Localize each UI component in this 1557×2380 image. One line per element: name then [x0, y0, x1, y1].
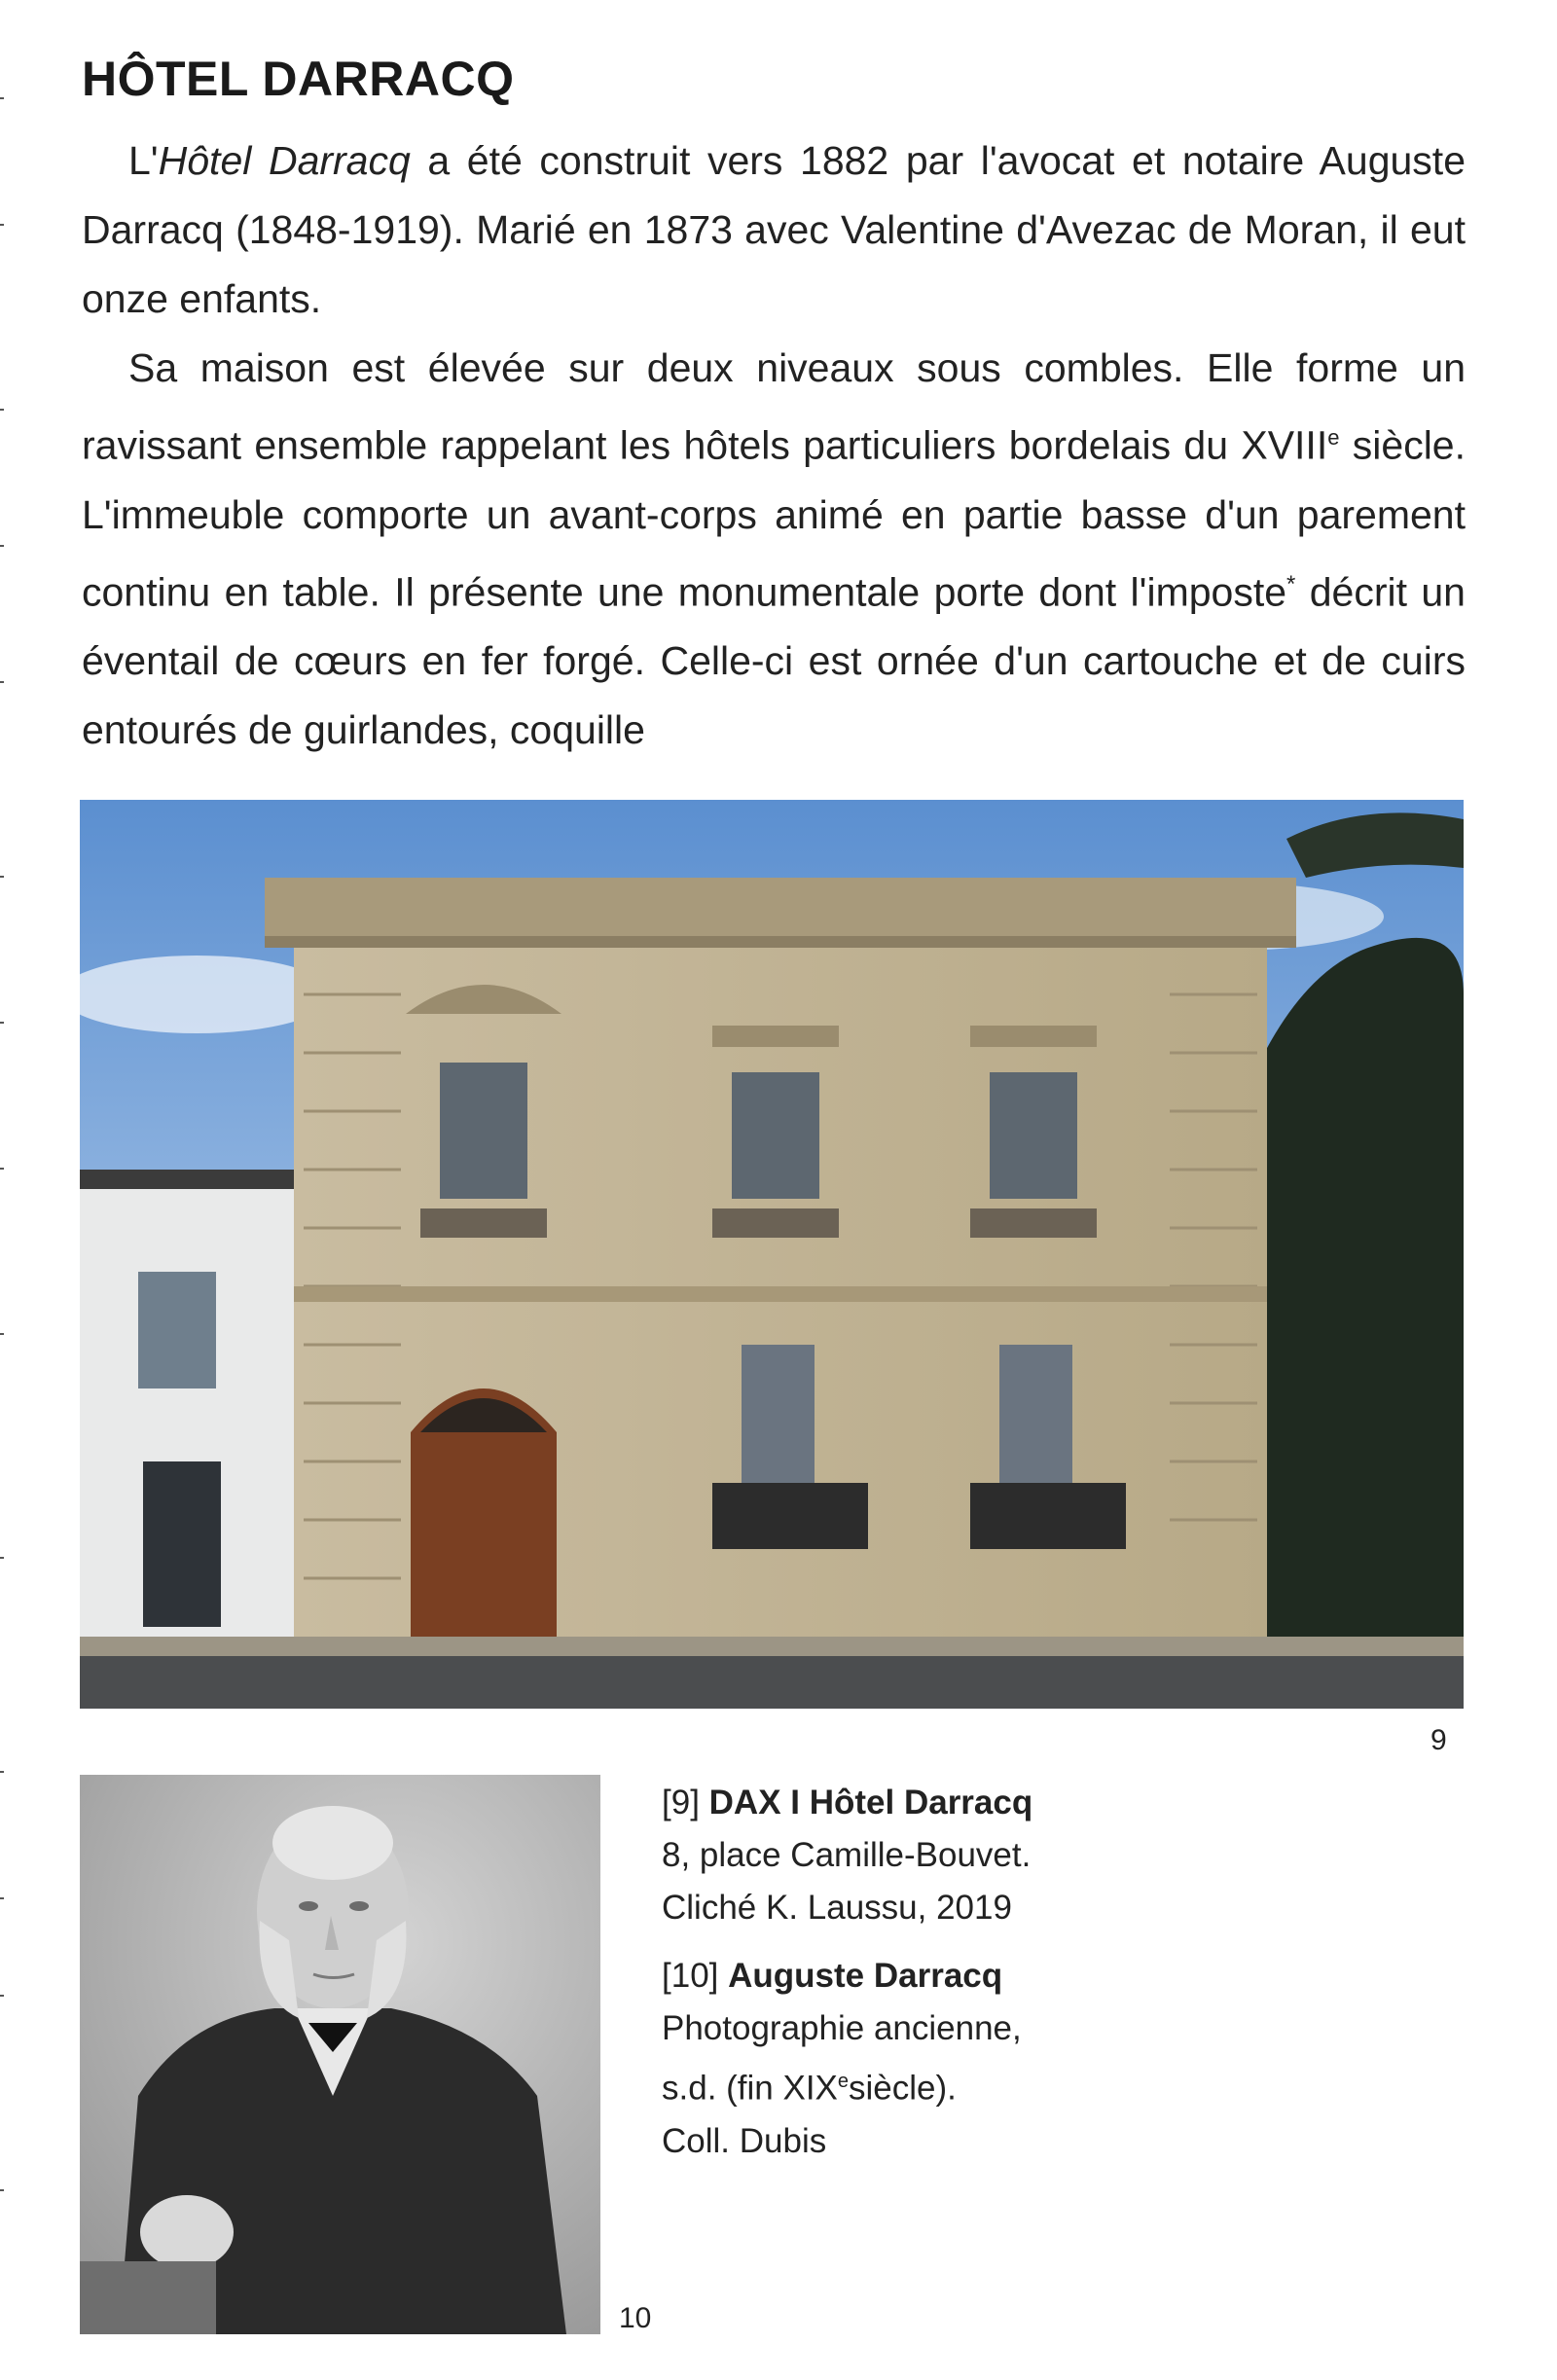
figure-9-number: 9	[1430, 1724, 1447, 1756]
portrait-photo	[80, 1775, 600, 2334]
body-text	[82, 126, 1466, 765]
page-title: HÔTEL DARRACQ	[82, 52, 515, 106]
paragraph-1: L'Hôtel Darracq a été construit vers 1882 par l'avocat et notaire Auguste Darracq (1848-1919). Marié en 1873 avec Valentine d'Avezac de Moran, il eut onze enfants.	[82, 138, 1466, 321]
captions	[662, 1777, 1343, 2183]
emphasis-hotel-name: Hôtel Darracq	[158, 138, 411, 183]
building-photo	[80, 800, 1464, 1709]
figure-10-number: 10	[619, 2302, 652, 2334]
caption-figure-9: [9] DAX I Hôtel Darracq 8, place Camille-Bouvet. Cliché K. Laussu, 2019	[662, 1784, 1033, 1927]
caption-figure-10: [10] Auguste Darracq Photographie ancienne, s.d. (fin XIXesiècle). Coll. Dubis	[662, 1957, 1022, 2160]
paragraph-2: Sa maison est élevée sur deux niveaux sous combles. Elle forme un ravissant ensemble rappelant les hôtels particuliers bordelais du XVIIIe siècle. L'immeuble comporte un avant-corps animé en partie basse d'un parement continu en table. Il présente une monumentale porte dont l'imposte* décrit un éventail de cœurs en fer forgé. Celle-ci est ornée d'un cartouche et de cuirs entourés de guirlandes, coquille	[82, 345, 1466, 753]
